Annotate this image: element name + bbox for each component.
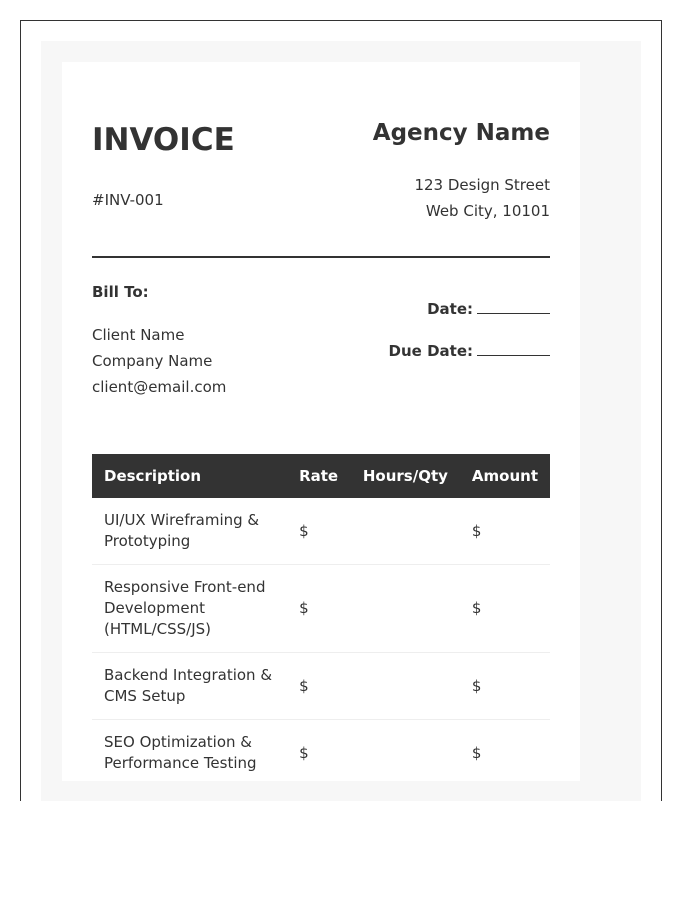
agency-address-line1: 123 Design Street [414,176,550,194]
agency-address-line2: Web City, 10101 [425,202,550,220]
company-name: Company Name [92,352,213,370]
line-items-table [92,454,550,781]
row-hours [351,720,460,782]
row-hours [351,498,460,565]
table-row [92,653,550,720]
agency-address [414,172,550,224]
row-rate: $ [287,498,351,565]
header-rate: Rate [299,467,339,485]
row-amount: $ [460,720,550,782]
header-amount: Amount [471,467,538,485]
document-frame [20,20,662,801]
table-row [92,565,550,653]
header-description: Description [104,467,202,485]
bill-to-label: Bill To: [92,283,149,301]
header-hours-qty: Hours/Qty [362,467,448,485]
due-date-label: Due Date: [388,342,473,360]
invoice-title: INVOICE [92,122,235,158]
row-amount: $ [460,653,550,720]
row-rate: $ [287,720,351,782]
row-hours [351,565,460,653]
row-rate: $ [287,565,351,653]
header-divider [92,256,550,258]
row-hours [351,653,460,720]
date-row [389,298,550,340]
invoice-number: #INV-001 [92,191,164,209]
invoice-card [62,62,580,781]
row-amount: $ [460,565,550,653]
agency-name: Agency Name [372,120,550,146]
due-date-blank-line [477,340,550,356]
date-blank-line [477,298,550,314]
row-amount: $ [460,498,550,565]
row-rate: $ [287,653,351,720]
row-description: UI/UX Wireframing & Prototyping [92,498,287,565]
table-header-row [92,454,550,498]
invoice-dates [389,298,550,382]
date-label: Date: [427,300,473,318]
client-name: Client Name [92,326,185,344]
row-description: Responsive Front-end Development (HTML/CSS/JS) [92,565,287,653]
table-row [92,720,550,782]
due-date-row [389,340,550,382]
row-description: SEO Optimization & Performance Testing [92,720,287,782]
client-email: client@email.com [92,378,227,396]
row-description: Backend Integration & CMS Setup [92,653,287,720]
client-details [92,322,226,400]
table-row [92,498,550,565]
